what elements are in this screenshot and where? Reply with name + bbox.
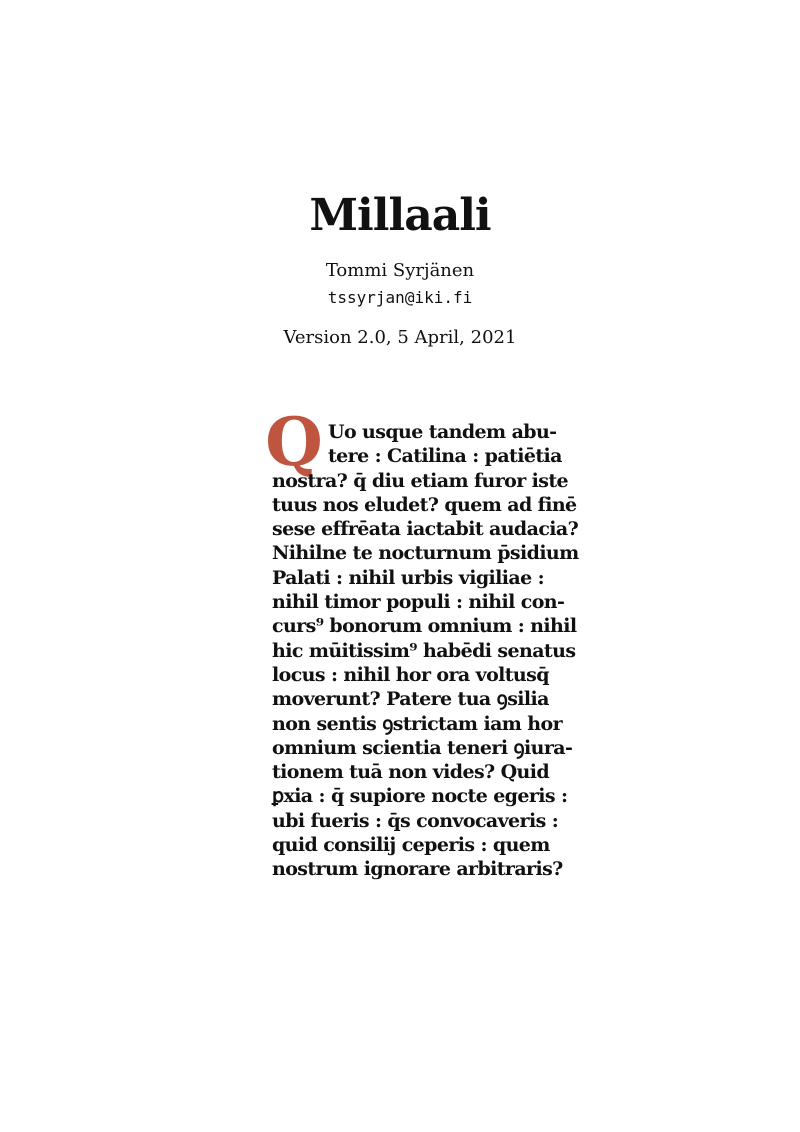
specimen-line: sese effrēata iactabit audacia? — [272, 518, 579, 541]
specimen-line: tere : Catilina : patiētia — [328, 445, 562, 468]
document-title: Millaali — [309, 190, 491, 241]
blackletter-specimen-text — [272, 420, 579, 882]
specimen-line: Nihilne te nocturnum p̄sidium — [272, 542, 579, 565]
specimen-line: tionem tuā non vides? Quid — [272, 761, 550, 784]
specimen-line: tuus nos eludet? quem ad finē — [272, 493, 577, 516]
specimen-line: ꝑxia : q̄ supiore nocte egeris : — [272, 785, 568, 808]
specimen-line: Uo usque tandem abu- — [328, 421, 557, 443]
drop-cap-initial: Q — [265, 403, 323, 481]
version-info: Version 2.0, 5 April, 2021 — [283, 327, 517, 348]
specimen-line: nostra? q̄ diu etiam furor iste — [272, 469, 569, 492]
specimen-line: hic mūitissim⁹ habēdi senatus — [272, 639, 576, 662]
specimen-line: ubi fueris : q̄s convocaveris : — [272, 809, 559, 832]
specimen-line: non sentis ꝯstrictam iam hor — [272, 712, 562, 735]
specimen-line: curs⁹ bonorum omnium : nihil — [272, 615, 577, 638]
author-email: tssyrjan@iki.fi — [327, 288, 473, 307]
specimen-line: omnium scientia teneri ꝯiura- — [272, 736, 573, 759]
specimen-line: nostrum ignorare arbitraris? — [272, 858, 563, 881]
specimen-line: locus : nihil hor ora voltusq̄ — [272, 663, 549, 686]
specimen-line: Palati : nihil urbis vigiliae : — [272, 566, 545, 589]
specimen-line: nihil timor populi : nihil con- — [272, 591, 565, 614]
author-name: Tommi Syrjänen — [325, 260, 475, 281]
specimen-line: quid consilij ceperis : quem — [272, 834, 550, 857]
specimen-line: moverunt? Patere tua ꝯsilia — [272, 688, 549, 711]
